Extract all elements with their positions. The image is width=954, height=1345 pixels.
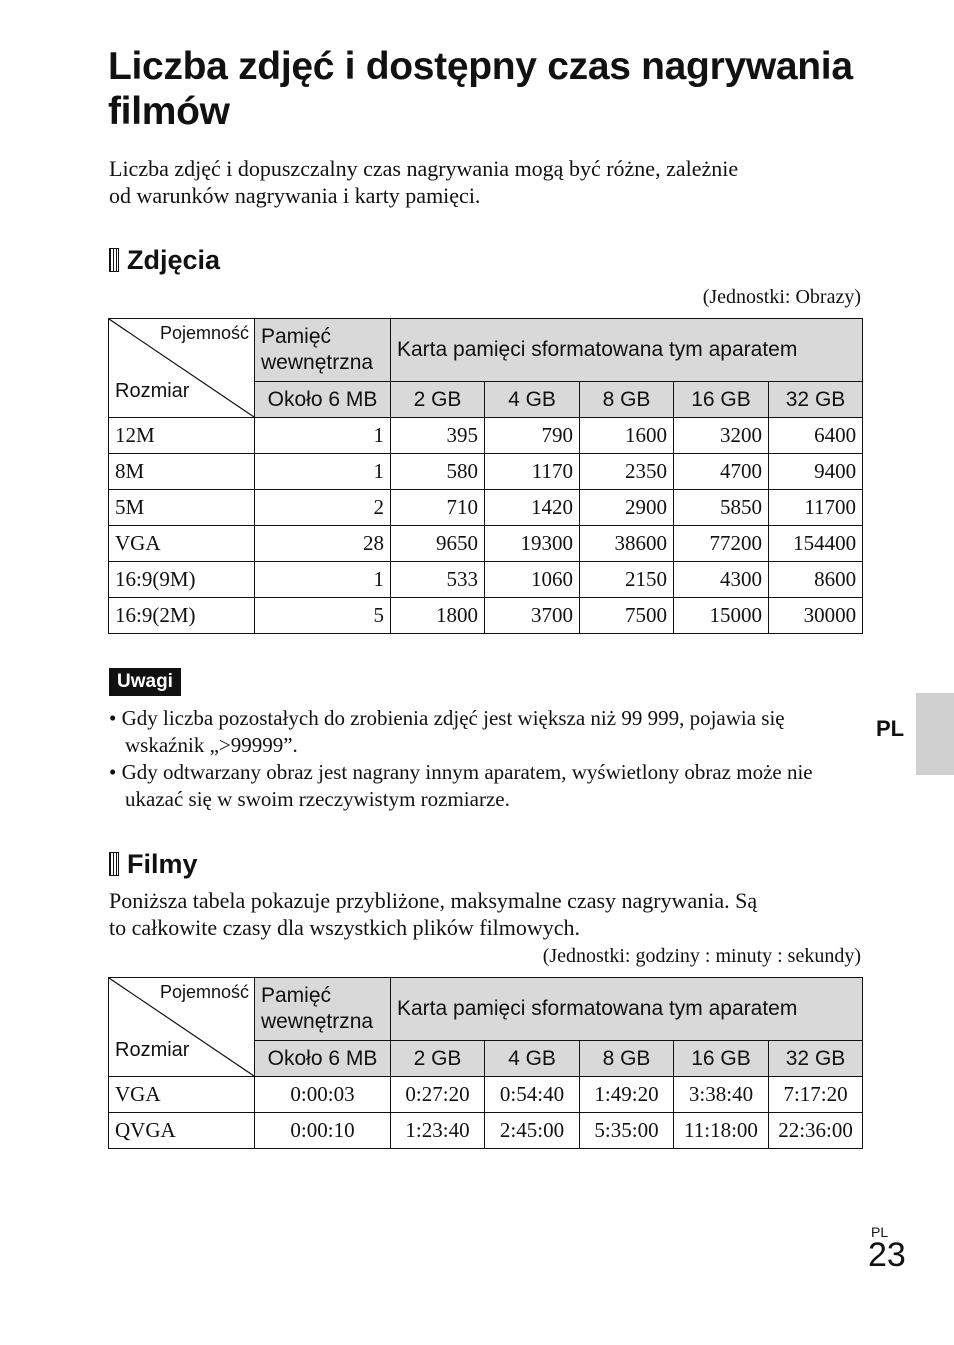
table-row <box>109 418 863 454</box>
table-cell: 4700 <box>674 454 769 490</box>
card-header: Karta pamięci sformatowana tym aparatem <box>391 978 863 1041</box>
note-item: • Gdy odtwarzany obraz jest nagrany innym aparatem, wyświetlony obraz może nie ukazać się w swoim rzeczywistym rozmiarze. <box>109 760 813 811</box>
table-cell: 580 <box>391 454 485 490</box>
column-header: 4 GB <box>485 1041 580 1077</box>
diagonal-header-cell <box>109 978 255 1077</box>
intro-line: Liczba zdjęć i dopuszczalny czas nagrywania mogą być różne, zależnie <box>109 156 739 181</box>
table-cell: 6400 <box>769 418 863 454</box>
table-cell: 11:18:00 <box>674 1113 769 1149</box>
notes-list <box>109 705 849 813</box>
note-item: • Gdy liczba pozostałych do zrobienia zdjęć jest większa niż 99 999, pojawia się wskaźnik „>99999”. <box>109 706 785 757</box>
row-label: 16:9(2M) <box>109 598 255 634</box>
table-cell: 1420 <box>485 490 580 526</box>
notes-badge: Uwagi <box>109 668 181 696</box>
table-cell: 790 <box>485 418 580 454</box>
language-tab-label: PL <box>876 716 905 741</box>
photos-table <box>108 318 863 634</box>
table-cell: 19300 <box>485 526 580 562</box>
size-label: Rozmiar <box>115 1039 190 1061</box>
table-cell: 5:35:00 <box>580 1113 674 1149</box>
movies-heading <box>109 848 198 880</box>
table-cell: 5850 <box>674 490 769 526</box>
table-cell: 28 <box>255 526 391 562</box>
table-cell: 38600 <box>580 526 674 562</box>
internal-memory-header: Pamięć wewnętrzna <box>255 978 391 1041</box>
table-cell: 2150 <box>580 562 674 598</box>
page-title: Liczba zdjęć i dostępny czas nagrywania filmów <box>108 45 853 133</box>
table-cell: 1:23:40 <box>391 1113 485 1149</box>
row-label: 16:9(9M) <box>109 562 255 598</box>
table-cell: 30000 <box>769 598 863 634</box>
table-row <box>109 598 863 634</box>
movies-intro-line: to całkowite czasy dla wszystkich plików filmowych. <box>109 915 581 940</box>
table-cell: 0:27:20 <box>391 1077 485 1113</box>
column-header: Około 6 MB <box>255 382 391 418</box>
column-header: 32 GB <box>769 1041 863 1077</box>
table-row <box>109 1113 863 1149</box>
table-row <box>109 562 863 598</box>
photos-heading-text: Zdjęcia <box>127 245 221 275</box>
table-cell: 1170 <box>485 454 580 490</box>
row-label: 8M <box>109 454 255 490</box>
movies-intro <box>109 887 869 941</box>
page-number: 23 <box>868 1236 906 1274</box>
table-cell: 2900 <box>580 490 674 526</box>
table-cell: 8600 <box>769 562 863 598</box>
section-marker-icon <box>109 248 119 272</box>
table-cell: 2 <box>255 490 391 526</box>
language-side-tab <box>916 693 954 775</box>
row-label: QVGA <box>109 1113 255 1149</box>
row-label: VGA <box>109 526 255 562</box>
column-header: 8 GB <box>580 1041 674 1077</box>
table-cell: 7:17:20 <box>769 1077 863 1113</box>
column-header: 8 GB <box>580 382 674 418</box>
column-header: 4 GB <box>485 382 580 418</box>
table-cell: 3700 <box>485 598 580 634</box>
size-label: Rozmiar <box>115 380 190 402</box>
movies-units: (Jednostki: godziny : minuty : sekundy) <box>542 945 861 967</box>
column-header: Około 6 MB <box>255 1041 391 1077</box>
section-marker-icon <box>109 852 119 876</box>
table-cell: 2350 <box>580 454 674 490</box>
table-cell: 7500 <box>580 598 674 634</box>
movies-heading-text: Filmy <box>127 849 198 879</box>
intro-line: od warunków nagrywania i karty pamięci. <box>109 183 481 208</box>
column-header: 2 GB <box>391 1041 485 1077</box>
movies-intro-line: Poniższa tabela pokazuje przybliżone, maksymalne czasy nagrywania. Są <box>109 888 758 913</box>
table-cell: 1 <box>255 418 391 454</box>
table-cell: 533 <box>391 562 485 598</box>
table-header-row <box>109 978 863 1041</box>
table-cell: 77200 <box>674 526 769 562</box>
column-header: 16 GB <box>674 1041 769 1077</box>
movies-table <box>108 977 863 1149</box>
table-cell: 395 <box>391 418 485 454</box>
capacity-label: Pojemność <box>159 982 249 1002</box>
table-row <box>109 454 863 490</box>
table-cell: 1:49:20 <box>580 1077 674 1113</box>
footer-language: PL <box>871 1224 889 1240</box>
table-header-row <box>109 319 863 382</box>
photos-units: (Jednostki: Obrazy) <box>702 286 861 308</box>
table-row <box>109 490 863 526</box>
table-cell: 4300 <box>674 562 769 598</box>
row-label: VGA <box>109 1077 255 1113</box>
table-cell: 3:38:40 <box>674 1077 769 1113</box>
row-label: 5M <box>109 490 255 526</box>
table-cell: 1 <box>255 562 391 598</box>
internal-memory-header: Pamięć wewnętrzna <box>255 319 391 382</box>
table-cell: 3200 <box>674 418 769 454</box>
table-cell: 1060 <box>485 562 580 598</box>
capacity-label: Pojemność <box>159 323 249 343</box>
card-header: Karta pamięci sformatowana tym aparatem <box>391 319 863 382</box>
table-cell: 154400 <box>769 526 863 562</box>
table-cell: 11700 <box>769 490 863 526</box>
column-header: 2 GB <box>391 382 485 418</box>
table-cell: 0:00:03 <box>255 1077 391 1113</box>
table-cell: 9650 <box>391 526 485 562</box>
column-header: 16 GB <box>674 382 769 418</box>
table-cell: 9400 <box>769 454 863 490</box>
table-cell: 710 <box>391 490 485 526</box>
row-label: 12M <box>109 418 255 454</box>
table-cell: 15000 <box>674 598 769 634</box>
column-header: 32 GB <box>769 382 863 418</box>
table-cell: 1600 <box>580 418 674 454</box>
table-row <box>109 1077 863 1113</box>
photos-heading <box>109 244 220 276</box>
table-row <box>109 526 863 562</box>
diagonal-header-cell <box>109 319 255 418</box>
table-cell: 2:45:00 <box>485 1113 580 1149</box>
table-cell: 0:54:40 <box>485 1077 580 1113</box>
table-cell: 0:00:10 <box>255 1113 391 1149</box>
table-cell: 5 <box>255 598 391 634</box>
table-cell: 22:36:00 <box>769 1113 863 1149</box>
table-cell: 1 <box>255 454 391 490</box>
table-cell: 1800 <box>391 598 485 634</box>
intro-paragraph <box>109 155 869 209</box>
